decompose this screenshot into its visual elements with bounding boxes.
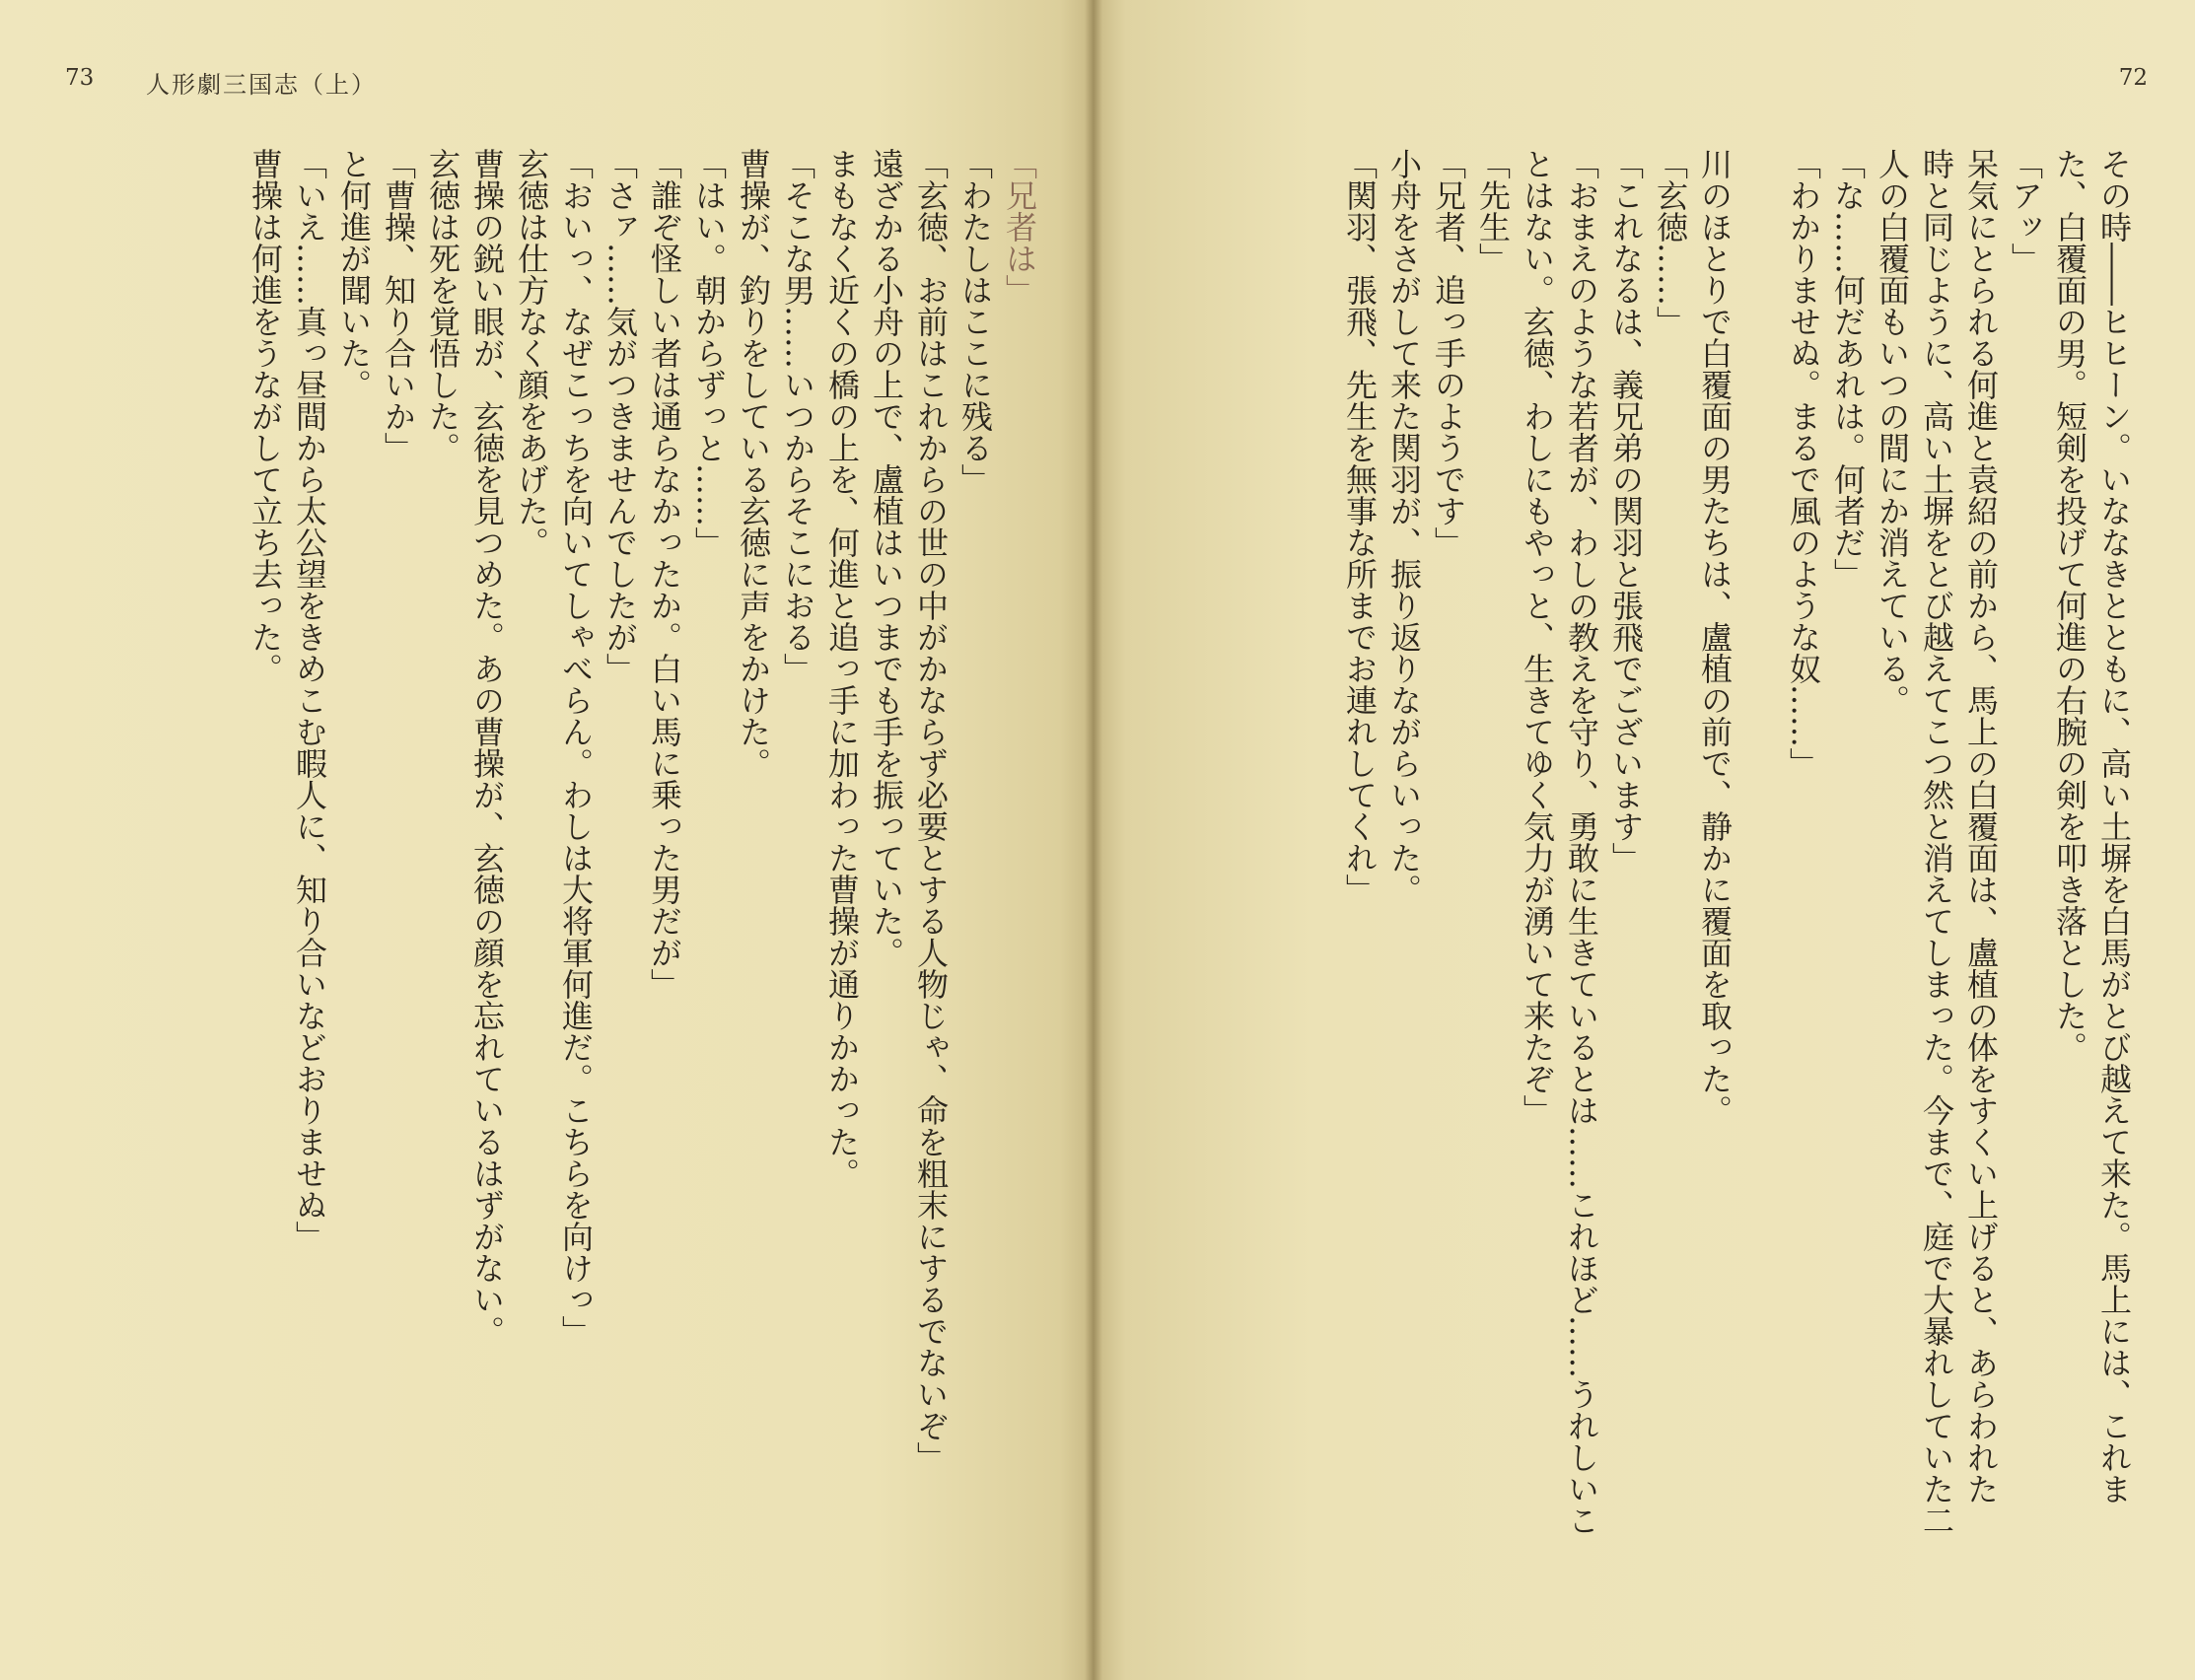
text-line: た、白覆面の男。短剣を投げて何進の右腕の剣を叩き落とした。 xyxy=(2051,148,2089,1063)
text-line: 「兄者は」 xyxy=(1001,148,1038,306)
text-line: と何進が聞いた。 xyxy=(335,148,373,400)
text-line: 「な……何だあれは。何者だ」 xyxy=(1829,148,1867,590)
text-line: 「はい。朝からずっと……」 xyxy=(690,148,728,558)
section-break xyxy=(1736,148,1781,1568)
page-number-left: 73 xyxy=(65,65,95,91)
text-line: 時と同じように、高い土塀をとび越えてこつ然と消えてしまった。今まで、庭で大暴れしていた二 xyxy=(1918,148,1955,1536)
text-line: 玄徳は仕方なく顔をあげた。 xyxy=(513,148,550,558)
text-line: 「さァ……気がつきませんでしたが」 xyxy=(602,148,639,684)
text-line: 玄徳は死を覚悟した。 xyxy=(424,148,461,463)
text-line: 「先生」 xyxy=(1474,148,1512,274)
left-page-text xyxy=(243,148,1041,1568)
text-line: とはない。玄徳、わしにもやっと、生きてゆく気力が湧いて来たぞ」 xyxy=(1519,148,1556,1126)
text-line: 「いえ……真っ昼間から太公望をきめこむ暇人に、知り合いなどおりませぬ」 xyxy=(291,148,328,1252)
text-line: その時――ヒヒーン。いななきとともに、高い土塀を白馬がとび越えて来た。馬上には、これま xyxy=(2095,148,2133,1505)
text-line: 「おいっ、なぜこっちを向いてしゃべらん。わしは大将軍何進だ。こちらを向けっ」 xyxy=(557,148,595,1347)
text-line: 呆気にとられる何進と袁紹の前から、馬上の白覆面は、盧植の体をすくい上げると、あらわれた xyxy=(1962,148,2000,1505)
text-line: 「おまえのような若者が、わしの教えを守り、勇敢に生きているとは……これほど……うれしいこ xyxy=(1563,148,1600,1536)
text-line: 「玄徳、お前はこれからの世の中がかならず必要とする人物じゃ、命を粗末にするでないぞ」 xyxy=(912,148,950,1473)
text-line: 小舟をさがして来た関羽が、振り返りながらいった。 xyxy=(1385,148,1423,905)
right-page xyxy=(1093,0,2195,1680)
page-number-right: 72 xyxy=(2118,65,2148,91)
text-line: 「これなるは、義兄弟の関羽と張飛でございます」 xyxy=(1607,148,1645,874)
text-line: 遠ざかる小舟の上で、盧植はいつまでも手を振っていた。 xyxy=(868,148,905,968)
text-line: 曹操は何進をうながして立ち去った。 xyxy=(247,148,284,684)
text-line: 「曹操、知り合いか」 xyxy=(380,148,417,463)
right-page-text xyxy=(1337,148,2136,1568)
text-line: まもなく近くの橋の上を、何進と追っ手に加わった曹操が通りかかった。 xyxy=(823,148,861,1189)
text-line: 川のほとりで白覆面の男たちは、盧植の前で、静かに覆面を取った。 xyxy=(1696,148,1734,1126)
text-line: 「わかりませぬ。まるで風のような奴……」 xyxy=(1785,148,1822,779)
running-head: 人形劇三国志（上） xyxy=(146,71,377,99)
left-page xyxy=(0,0,1093,1680)
text-line: 「アッ」 xyxy=(2007,148,2044,274)
text-line: 「兄者、追っ手のようです」 xyxy=(1430,148,1467,558)
text-line: 人の白覆面もいつの間にか消えている。 xyxy=(1874,148,1911,716)
text-line: 「玄徳……」 xyxy=(1652,148,1689,337)
text-line: 「そこな男……いつからそこにおる」 xyxy=(779,148,816,684)
text-line: 「わたしはここに残る」 xyxy=(956,148,994,495)
text-line: 「関羽、張飛、先生を無事な所までお連れしてくれ」 xyxy=(1341,148,1379,905)
text-line: 曹操が、釣りをしている玄徳に声をかけた。 xyxy=(735,148,772,779)
text-line: 曹操の鋭い眼が、玄徳を見つめた。あの曹操が、玄徳の顔を忘れているはずがない。 xyxy=(468,148,506,1347)
text-line: 「誰ぞ怪しい者は通らなかったか。白い馬に乗った男だが」 xyxy=(646,148,683,1000)
book-gutter xyxy=(1085,0,1102,1680)
